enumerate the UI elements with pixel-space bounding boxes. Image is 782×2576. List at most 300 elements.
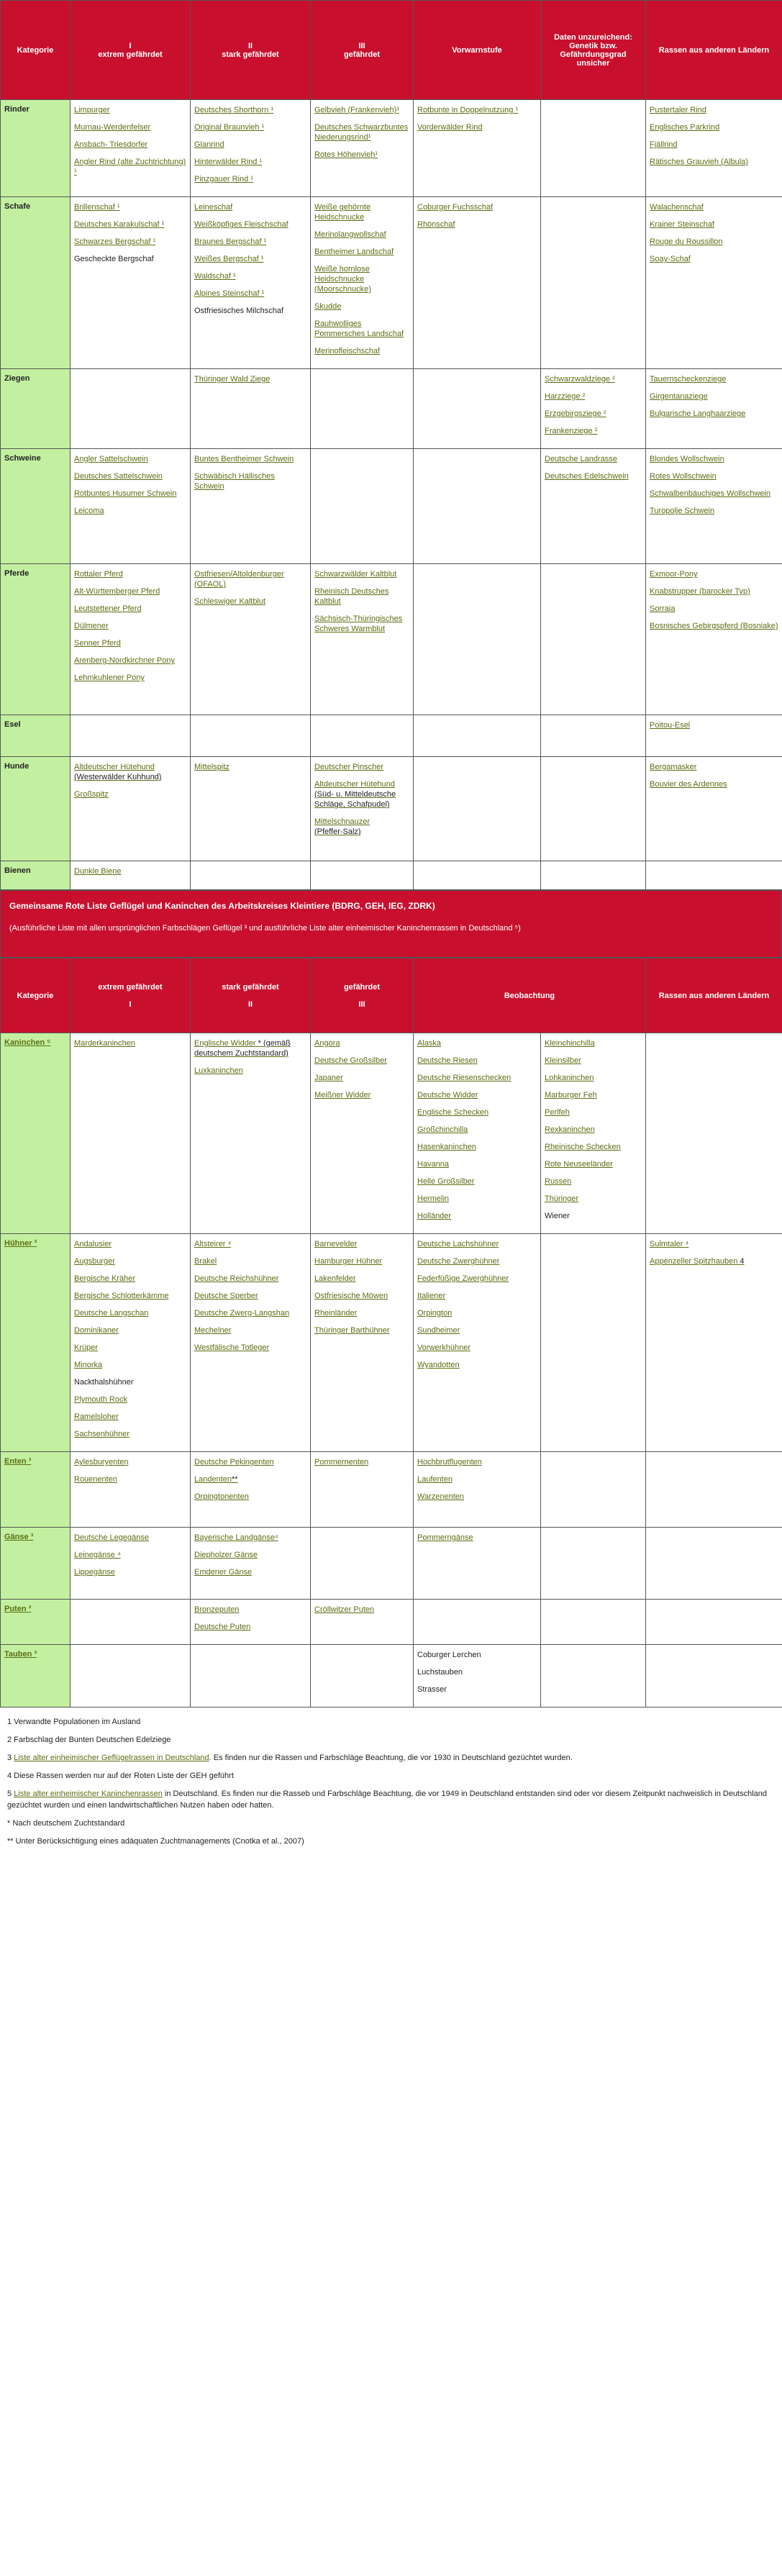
breed-name[interactable]: Krainer Steinschaf bbox=[650, 220, 714, 229]
breed-link[interactable] bbox=[194, 1291, 306, 1301]
breed-name[interactable]: Poitou-Esel bbox=[650, 721, 691, 730]
breed-link[interactable] bbox=[314, 586, 409, 607]
breed-name[interactable]: Tauernscheckenziege bbox=[650, 375, 727, 384]
breed-link[interactable] bbox=[74, 1533, 186, 1543]
breed-link[interactable] bbox=[194, 762, 306, 772]
breed-name[interactable]: Rote Neuseeländer bbox=[545, 1160, 613, 1169]
breed-link[interactable] bbox=[74, 1038, 186, 1048]
kaninchen-list-link[interactable]: Liste alter einheimischer Kaninchenrassen bbox=[14, 1790, 163, 1798]
breed-name[interactable]: Deutsches Schwarzbuntes Niederungsrind¹ bbox=[314, 123, 409, 142]
breed-link[interactable] bbox=[194, 454, 306, 464]
breed-link[interactable] bbox=[194, 1343, 306, 1353]
breed-name[interactable]: Westfälische Totleger bbox=[194, 1343, 270, 1352]
breed-link[interactable] bbox=[194, 1474, 306, 1484]
breed-name[interactable]: Leutstettener Pferd bbox=[74, 604, 142, 613]
breed-link[interactable] bbox=[314, 202, 409, 222]
breed-link[interactable] bbox=[650, 105, 778, 115]
breed-name[interactable]: Sundheimer bbox=[417, 1326, 460, 1335]
breed-name[interactable]: Deutsche Legegänse bbox=[74, 1533, 149, 1542]
breed-name[interactable]: Perlfeh bbox=[545, 1108, 570, 1117]
breed-name[interactable]: Rotbuntes Husumer Schwein bbox=[74, 489, 177, 498]
breed-link[interactable] bbox=[314, 122, 409, 142]
breed-link[interactable] bbox=[650, 489, 778, 499]
breed-name[interactable]: Altdeutscher Hütehund bbox=[314, 780, 395, 789]
breed-name[interactable]: Diepholzer Gänse bbox=[194, 1551, 258, 1559]
breed-name[interactable]: Altsteirer ⁴ bbox=[194, 1240, 232, 1248]
breed-name[interactable]: Deutsche Puten bbox=[194, 1623, 251, 1631]
breed-name[interactable]: Braunes Bergschaf ¹ bbox=[194, 237, 267, 246]
breed-name[interactable]: Harzziege ² bbox=[545, 392, 586, 401]
breed-name[interactable]: Schwäbisch Hällisches Schwein bbox=[194, 472, 275, 491]
breed-link[interactable] bbox=[314, 817, 409, 837]
breed-name[interactable]: Deutsche Zwerghühner bbox=[417, 1257, 500, 1266]
breed-link[interactable] bbox=[194, 202, 306, 212]
breed-name[interactable]: Sachsenhühner bbox=[74, 1430, 130, 1438]
breed-link[interactable] bbox=[417, 1211, 537, 1221]
breed-name[interactable]: Appenzeller Spitzhauben bbox=[650, 1257, 738, 1266]
breed-name[interactable]: Helle Großsilber bbox=[417, 1177, 475, 1186]
breed-link[interactable] bbox=[74, 656, 186, 666]
breed-link[interactable] bbox=[314, 1073, 409, 1083]
breed-link[interactable] bbox=[314, 264, 409, 294]
breed-name[interactable]: Pommernenten bbox=[314, 1458, 369, 1466]
breed-link[interactable] bbox=[314, 1457, 409, 1467]
breed-link[interactable] bbox=[74, 1291, 186, 1301]
breed-link[interactable] bbox=[194, 569, 306, 589]
breed-link[interactable] bbox=[417, 1360, 537, 1370]
breed-name[interactable]: Blondes Wollschwein bbox=[650, 455, 724, 463]
breed-name[interactable]: Alt-Württemberger Pferd bbox=[74, 587, 160, 596]
breed-link[interactable] bbox=[74, 1239, 186, 1249]
breed-name[interactable]: Frankenziege ² bbox=[545, 427, 598, 435]
breed-name[interactable]: Bosnisches Gebirgspferd (Bosniake) bbox=[650, 622, 778, 630]
breed-name[interactable]: Lakenfelder bbox=[314, 1274, 356, 1283]
breed-name[interactable]: Knabstrupper (barocker Typ) bbox=[650, 587, 750, 596]
breed-name[interactable]: Rotes Höhenvieh¹ bbox=[314, 150, 378, 159]
breed-link[interactable] bbox=[650, 219, 778, 230]
breed-name[interactable]: Deutsches Karakulschaf ¹ bbox=[74, 220, 165, 229]
breed-link[interactable] bbox=[194, 254, 306, 264]
breed-name[interactable]: Weiße hornlose Heidschnucke (Moorschnucke) bbox=[314, 265, 371, 294]
breed-name[interactable]: Rheinisch Deutsches Kaltblut bbox=[314, 587, 389, 606]
breed-link[interactable] bbox=[417, 1239, 537, 1249]
breed-link[interactable] bbox=[194, 237, 306, 247]
breed-link[interactable] bbox=[545, 374, 642, 384]
breed-link[interactable] bbox=[74, 140, 186, 150]
breed-link[interactable] bbox=[74, 1457, 186, 1467]
breed-link[interactable] bbox=[194, 1622, 306, 1632]
breed-link[interactable] bbox=[194, 1492, 306, 1502]
breed-name[interactable]: Deutsches Shorthorn ¹ bbox=[194, 106, 274, 114]
breed-name[interactable]: Deutsche Lachshühner bbox=[417, 1240, 499, 1248]
breed-link[interactable] bbox=[74, 673, 186, 683]
breed-link[interactable] bbox=[74, 1550, 186, 1560]
breed-name[interactable]: Krüper bbox=[74, 1343, 99, 1352]
breed-name[interactable]: Hasenkaninchen bbox=[417, 1143, 476, 1151]
breed-link[interactable] bbox=[194, 174, 306, 184]
breed-name[interactable]: Rauhwolliges Pommersches Landschaf bbox=[314, 319, 404, 338]
breed-link[interactable] bbox=[194, 1038, 306, 1058]
breed-link[interactable] bbox=[194, 271, 306, 281]
breed-name[interactable]: Cröllwitzer Puten bbox=[314, 1605, 375, 1614]
breed-name[interactable]: Deutsche Riesenschecken bbox=[417, 1074, 512, 1082]
breed-name[interactable]: Weiße gehörnte Heidschnucke bbox=[314, 203, 371, 222]
breed-name[interactable]: Dülmener bbox=[74, 622, 109, 630]
breed-name[interactable]: Federfüßige Zwerghühner bbox=[417, 1274, 509, 1283]
breed-link[interactable] bbox=[417, 1176, 537, 1187]
breed-link[interactable] bbox=[417, 1107, 537, 1117]
breed-link[interactable] bbox=[74, 237, 186, 247]
breed-link[interactable] bbox=[314, 1308, 409, 1318]
breed-link[interactable] bbox=[650, 237, 778, 247]
breed-name[interactable]: Bergamasker bbox=[650, 763, 697, 771]
breed-name[interactable]: Soay-Schaf bbox=[650, 255, 691, 263]
breed-link[interactable] bbox=[194, 1605, 306, 1615]
breed-name[interactable]: Buntes Bentheimer Schwein bbox=[194, 455, 294, 463]
breed-link[interactable] bbox=[417, 1457, 537, 1467]
breed-name[interactable]: Russen bbox=[545, 1177, 572, 1186]
breed-name[interactable]: Walachenschaf bbox=[650, 203, 704, 212]
breed-link[interactable] bbox=[74, 1274, 186, 1284]
breed-link[interactable] bbox=[314, 230, 409, 240]
breed-link[interactable] bbox=[650, 506, 778, 516]
category-link[interactable]: Enten ³ bbox=[4, 1457, 32, 1466]
breed-link[interactable] bbox=[545, 1073, 642, 1083]
breed-link[interactable] bbox=[545, 409, 642, 419]
breed-name[interactable]: Vorderwälder Rind bbox=[417, 123, 483, 132]
breed-link[interactable] bbox=[417, 1492, 537, 1502]
breed-name[interactable]: Ostfriesische Möwen bbox=[314, 1292, 388, 1300]
breed-link[interactable] bbox=[650, 374, 778, 384]
breed-name[interactable]: Luxkaninchen bbox=[194, 1066, 243, 1075]
breed-link[interactable] bbox=[194, 1308, 306, 1318]
breed-link[interactable] bbox=[417, 1291, 537, 1301]
breed-name[interactable]: Deutsche Widder bbox=[417, 1091, 478, 1099]
breed-name[interactable]: Weißköpfiges Fleischschaf bbox=[194, 220, 288, 229]
category-cell[interactable] bbox=[1, 1033, 71, 1234]
breed-link[interactable] bbox=[74, 1343, 186, 1353]
breed-name[interactable]: Schwalbenbäuchiges Wollschwein bbox=[650, 489, 770, 498]
breed-name[interactable]: Deutsche Pekingenten bbox=[194, 1458, 274, 1466]
breed-name[interactable]: Lippegänse bbox=[74, 1568, 115, 1577]
breed-link[interactable] bbox=[314, 569, 409, 579]
breed-link[interactable] bbox=[545, 1090, 642, 1100]
breed-name[interactable]: Altdeutscher Hütehund bbox=[74, 763, 155, 771]
breed-name[interactable]: Bentheimer Landschaf bbox=[314, 248, 394, 256]
breed-link[interactable] bbox=[314, 762, 409, 772]
breed-link[interactable] bbox=[194, 374, 306, 384]
category-cell[interactable] bbox=[1, 1528, 71, 1600]
breed-link[interactable] bbox=[74, 604, 186, 614]
breed-name[interactable]: Augsburger bbox=[74, 1257, 115, 1266]
breed-link[interactable] bbox=[74, 638, 186, 648]
breed-link[interactable] bbox=[545, 1056, 642, 1066]
breed-link[interactable] bbox=[417, 1056, 537, 1066]
breed-name[interactable]: Merinolangwollschaf bbox=[314, 230, 386, 239]
breed-link[interactable] bbox=[417, 1125, 537, 1135]
category-link[interactable]: Gänse ³ bbox=[4, 1533, 34, 1541]
breed-link[interactable] bbox=[545, 1125, 642, 1135]
breed-link[interactable] bbox=[417, 1090, 537, 1100]
breed-link[interactable] bbox=[314, 1239, 409, 1249]
breed-link[interactable] bbox=[650, 720, 778, 730]
breed-name[interactable]: Italiener bbox=[417, 1292, 446, 1300]
breed-name[interactable]: Kleinchinchilla bbox=[545, 1039, 595, 1048]
breed-link[interactable] bbox=[74, 202, 186, 212]
breed-name[interactable]: Schwarzwaldziege ² bbox=[545, 375, 615, 384]
breed-name[interactable]: Limpurger bbox=[74, 106, 110, 114]
breed-name[interactable]: Ramelsloher bbox=[74, 1412, 119, 1421]
breed-name[interactable]: Merinofleischschaf bbox=[314, 347, 381, 355]
breed-name[interactable]: Großchinchilla bbox=[417, 1125, 468, 1134]
breed-name[interactable]: Rexkaninchen bbox=[545, 1125, 595, 1134]
breed-name[interactable]: Original Braunvieh ¹ bbox=[194, 123, 265, 132]
breed-link[interactable] bbox=[74, 1256, 186, 1266]
breed-link[interactable] bbox=[545, 1176, 642, 1187]
breed-name[interactable]: Pinzgauer Rind ¹ bbox=[194, 175, 253, 183]
breed-link[interactable] bbox=[194, 105, 306, 115]
breed-link[interactable] bbox=[74, 454, 186, 464]
breed-link[interactable] bbox=[545, 426, 642, 436]
breed-link[interactable] bbox=[314, 1325, 409, 1335]
category-cell[interactable] bbox=[1, 1600, 71, 1645]
breed-link[interactable] bbox=[194, 1567, 306, 1577]
breed-link[interactable] bbox=[194, 1066, 306, 1076]
breed-name[interactable]: Holländer bbox=[417, 1212, 452, 1220]
breed-link[interactable] bbox=[194, 1457, 306, 1467]
breed-name[interactable]: Englisches Parkrind bbox=[650, 123, 720, 132]
breed-link[interactable] bbox=[194, 1239, 306, 1249]
breed-link[interactable] bbox=[74, 1429, 186, 1439]
breed-link[interactable] bbox=[194, 1325, 306, 1335]
breed-link[interactable] bbox=[74, 105, 186, 115]
breed-name[interactable]: Skudde bbox=[314, 302, 342, 311]
breed-link[interactable] bbox=[650, 779, 778, 789]
breed-name[interactable]: Rheinische Schecken bbox=[545, 1143, 621, 1151]
breed-name[interactable]: Sächsisch-Thüringisches Schweres Warmblut bbox=[314, 614, 403, 633]
breed-link[interactable] bbox=[545, 1038, 642, 1048]
breed-link[interactable] bbox=[417, 1325, 537, 1335]
breed-name[interactable]: Bergische Schlotterkämme bbox=[74, 1292, 169, 1300]
breed-link[interactable] bbox=[650, 157, 778, 167]
breed-name[interactable]: Erzgebirgsziege ² bbox=[545, 409, 606, 418]
breed-link[interactable] bbox=[650, 202, 778, 212]
breed-name[interactable]: Kleinsilber bbox=[545, 1056, 581, 1065]
gefluegel-list-link[interactable]: Liste alter einheimischer Geflügelrassen in Deutschland bbox=[14, 1754, 209, 1762]
breed-link[interactable] bbox=[74, 1394, 186, 1405]
breed-link[interactable] bbox=[314, 1056, 409, 1066]
breed-link[interactable] bbox=[74, 219, 186, 230]
breed-name[interactable]: Leicoma bbox=[74, 507, 104, 515]
breed-name[interactable]: Turopolje Schwein bbox=[650, 507, 715, 515]
breed-link[interactable] bbox=[194, 1550, 306, 1560]
category-link[interactable]: Puten ³ bbox=[4, 1605, 32, 1613]
breed-link[interactable] bbox=[314, 1256, 409, 1266]
breed-name[interactable]: Waldschaf ¹ bbox=[194, 272, 236, 281]
breed-link[interactable] bbox=[314, 247, 409, 257]
breed-name[interactable]: Dominikaner bbox=[74, 1326, 119, 1335]
breed-link[interactable] bbox=[314, 319, 409, 339]
breed-name[interactable]: Großspitz bbox=[74, 790, 109, 799]
breed-link[interactable] bbox=[74, 489, 186, 499]
breed-name[interactable]: Bergische Kräher bbox=[74, 1274, 135, 1283]
breed-link[interactable] bbox=[74, 122, 186, 132]
breed-link[interactable] bbox=[74, 1360, 186, 1370]
breed-name[interactable]: Lohkaninchen bbox=[545, 1074, 594, 1082]
breed-link[interactable] bbox=[417, 1533, 537, 1543]
breed-name[interactable]: Rheinländer bbox=[314, 1309, 358, 1318]
breed-link[interactable] bbox=[194, 122, 306, 132]
breed-link[interactable] bbox=[314, 105, 409, 115]
breed-name[interactable]: Thüringer Wald Ziege bbox=[194, 375, 270, 384]
breed-link[interactable] bbox=[194, 471, 306, 491]
breed-link[interactable] bbox=[417, 1159, 537, 1169]
breed-link[interactable] bbox=[417, 1038, 537, 1048]
breed-link[interactable] bbox=[650, 762, 778, 772]
breed-name[interactable]: Deutsche Großsilber bbox=[314, 1056, 387, 1065]
breed-name[interactable]: Pommerngänse bbox=[417, 1533, 473, 1542]
breed-link[interactable] bbox=[417, 219, 537, 230]
breed-name[interactable]: Japaner bbox=[314, 1074, 343, 1082]
breed-name[interactable]: Englische Schecken bbox=[417, 1108, 489, 1117]
breed-link[interactable] bbox=[417, 1474, 537, 1484]
breed-name[interactable]: Ansbach- Triesdorfer bbox=[74, 140, 148, 149]
breed-name[interactable]: Dunkle Biene bbox=[74, 867, 122, 876]
breed-link[interactable] bbox=[194, 1274, 306, 1284]
breed-name[interactable]: Deutsche Langschan bbox=[74, 1309, 149, 1318]
breed-name[interactable]: Ostfriesen/Altoldenburger (OFAOL) bbox=[194, 570, 284, 589]
breed-name[interactable]: Rouge du Roussillon bbox=[650, 237, 723, 246]
breed-link[interactable] bbox=[545, 454, 642, 464]
breed-name[interactable]: Marderkaninchen bbox=[74, 1039, 135, 1048]
breed-name[interactable]: Leineschaf bbox=[194, 203, 233, 212]
category-cell[interactable] bbox=[1, 1234, 71, 1452]
breed-name[interactable]: Mittelspitz bbox=[194, 763, 229, 771]
breed-name[interactable]: Sulmtaler ⁴ bbox=[650, 1240, 689, 1248]
breed-link[interactable] bbox=[650, 586, 778, 597]
breed-link[interactable] bbox=[74, 506, 186, 516]
category-link[interactable]: Hühner ³ bbox=[4, 1239, 37, 1248]
breed-name[interactable]: Schwarzes Bergschaf ¹ bbox=[74, 237, 156, 246]
breed-link[interactable] bbox=[74, 1308, 186, 1318]
breed-link[interactable] bbox=[74, 762, 186, 782]
breed-name[interactable]: Bayerische Landgänse⁴ bbox=[194, 1533, 278, 1542]
breed-name[interactable]: Hamburger Hühner bbox=[314, 1257, 383, 1266]
category-link[interactable]: Tauben ³ bbox=[4, 1650, 37, 1659]
breed-link[interactable] bbox=[314, 1274, 409, 1284]
breed-name[interactable]: Rhönschaf bbox=[417, 220, 455, 229]
breed-name[interactable]: Senner Pferd bbox=[74, 639, 121, 648]
breed-link[interactable] bbox=[74, 866, 186, 876]
breed-name[interactable]: Meißner Widder bbox=[314, 1091, 371, 1099]
breed-name[interactable]: Thüringer bbox=[545, 1194, 579, 1203]
breed-name[interactable]: Landenten bbox=[194, 1475, 232, 1484]
breed-name[interactable]: Thüringer Barthühner bbox=[314, 1326, 390, 1335]
breed-link[interactable] bbox=[545, 391, 642, 402]
breed-name[interactable]: Andalusier bbox=[74, 1240, 112, 1248]
breed-link[interactable] bbox=[417, 105, 537, 115]
breed-name[interactable]: Havanna bbox=[417, 1160, 450, 1169]
breed-link[interactable] bbox=[194, 219, 306, 230]
breed-name[interactable]: Glanrind bbox=[194, 140, 224, 149]
breed-link[interactable] bbox=[314, 150, 409, 160]
breed-link[interactable] bbox=[417, 1256, 537, 1266]
breed-name[interactable]: Angora bbox=[314, 1039, 340, 1048]
breed-name[interactable]: Rätisches Grauvieh (Albula) bbox=[650, 158, 748, 166]
breed-name[interactable]: Warzenenten bbox=[417, 1492, 465, 1501]
breed-name[interactable]: Deutsches Sattelschwein bbox=[74, 472, 163, 481]
breed-link[interactable] bbox=[417, 122, 537, 132]
breed-name[interactable]: Mittelschnauzer bbox=[314, 817, 370, 826]
breed-link[interactable] bbox=[194, 289, 306, 299]
breed-link[interactable] bbox=[314, 1090, 409, 1100]
breed-link[interactable] bbox=[74, 789, 186, 799]
breed-name[interactable]: Girgentanaziege bbox=[650, 392, 708, 401]
breed-name[interactable]: Rotbunte in Doppelnutzung ¹ bbox=[417, 106, 519, 114]
breed-name[interactable]: Brakel bbox=[194, 1257, 217, 1266]
breed-link[interactable] bbox=[314, 1291, 409, 1301]
breed-name[interactable]: Coburger Fuchsschaf bbox=[417, 203, 494, 212]
breed-link[interactable] bbox=[650, 122, 778, 132]
breed-link[interactable] bbox=[74, 1325, 186, 1335]
breed-link[interactable] bbox=[650, 1256, 778, 1266]
breed-link[interactable] bbox=[417, 202, 537, 212]
breed-link[interactable] bbox=[545, 1159, 642, 1169]
breed-link[interactable] bbox=[314, 614, 409, 634]
breed-link[interactable] bbox=[417, 1073, 537, 1083]
breed-name[interactable]: Bouvier des Ardennes bbox=[650, 780, 727, 789]
breed-name[interactable]: Plymouth Rock bbox=[74, 1395, 127, 1404]
breed-link[interactable] bbox=[74, 1567, 186, 1577]
category-cell[interactable] bbox=[1, 1645, 71, 1707]
breed-link[interactable] bbox=[650, 604, 778, 614]
category-cell[interactable] bbox=[1, 1452, 71, 1528]
breed-name[interactable]: Bulgarische Langhaarziege bbox=[650, 409, 746, 418]
breed-link[interactable] bbox=[314, 1038, 409, 1048]
breed-name[interactable]: Schleswiger Kaltblut bbox=[194, 597, 266, 606]
breed-name[interactable]: Angler Sattelschwein bbox=[74, 455, 148, 463]
breed-link[interactable] bbox=[417, 1343, 537, 1353]
breed-name[interactable]: Rottaler Pferd bbox=[74, 570, 123, 579]
breed-link[interactable] bbox=[194, 140, 306, 150]
breed-link[interactable] bbox=[545, 1142, 642, 1152]
breed-name[interactable]: Deutsche Reichshühner bbox=[194, 1274, 279, 1283]
breed-link[interactable] bbox=[417, 1274, 537, 1284]
breed-link[interactable] bbox=[74, 569, 186, 579]
breed-link[interactable] bbox=[194, 597, 306, 607]
breed-link[interactable] bbox=[194, 157, 306, 167]
breed-link[interactable] bbox=[74, 1412, 186, 1422]
breed-name[interactable]: Laufenten bbox=[417, 1475, 453, 1484]
breed-name[interactable]: Vorwerkhühner bbox=[417, 1343, 470, 1352]
breed-name[interactable]: Alpines Steinschaf ¹ bbox=[194, 289, 265, 298]
breed-link[interactable] bbox=[650, 391, 778, 402]
breed-name[interactable]: Deutscher Pinscher bbox=[314, 763, 383, 771]
breed-name[interactable]: Emdener Gänse bbox=[194, 1568, 253, 1577]
breed-name[interactable]: Wyandotten bbox=[417, 1361, 460, 1369]
breed-name[interactable]: Gelbvieh (Frankenvieh)¹ bbox=[314, 106, 399, 114]
breed-name[interactable]: Hochbrutflugenten bbox=[417, 1458, 482, 1466]
breed-link[interactable] bbox=[314, 301, 409, 312]
breed-link[interactable] bbox=[314, 779, 409, 809]
breed-link[interactable] bbox=[545, 1194, 642, 1204]
breed-name[interactable]: Hermelin bbox=[417, 1194, 450, 1203]
breed-name[interactable]: Lehmkuhlener Pony bbox=[74, 674, 145, 682]
breed-link[interactable] bbox=[650, 140, 778, 150]
breed-name[interactable]: Hinterwälder Rind ¹ bbox=[194, 158, 263, 166]
breed-name[interactable]: Mechelner bbox=[194, 1326, 232, 1335]
breed-link[interactable] bbox=[650, 569, 778, 579]
